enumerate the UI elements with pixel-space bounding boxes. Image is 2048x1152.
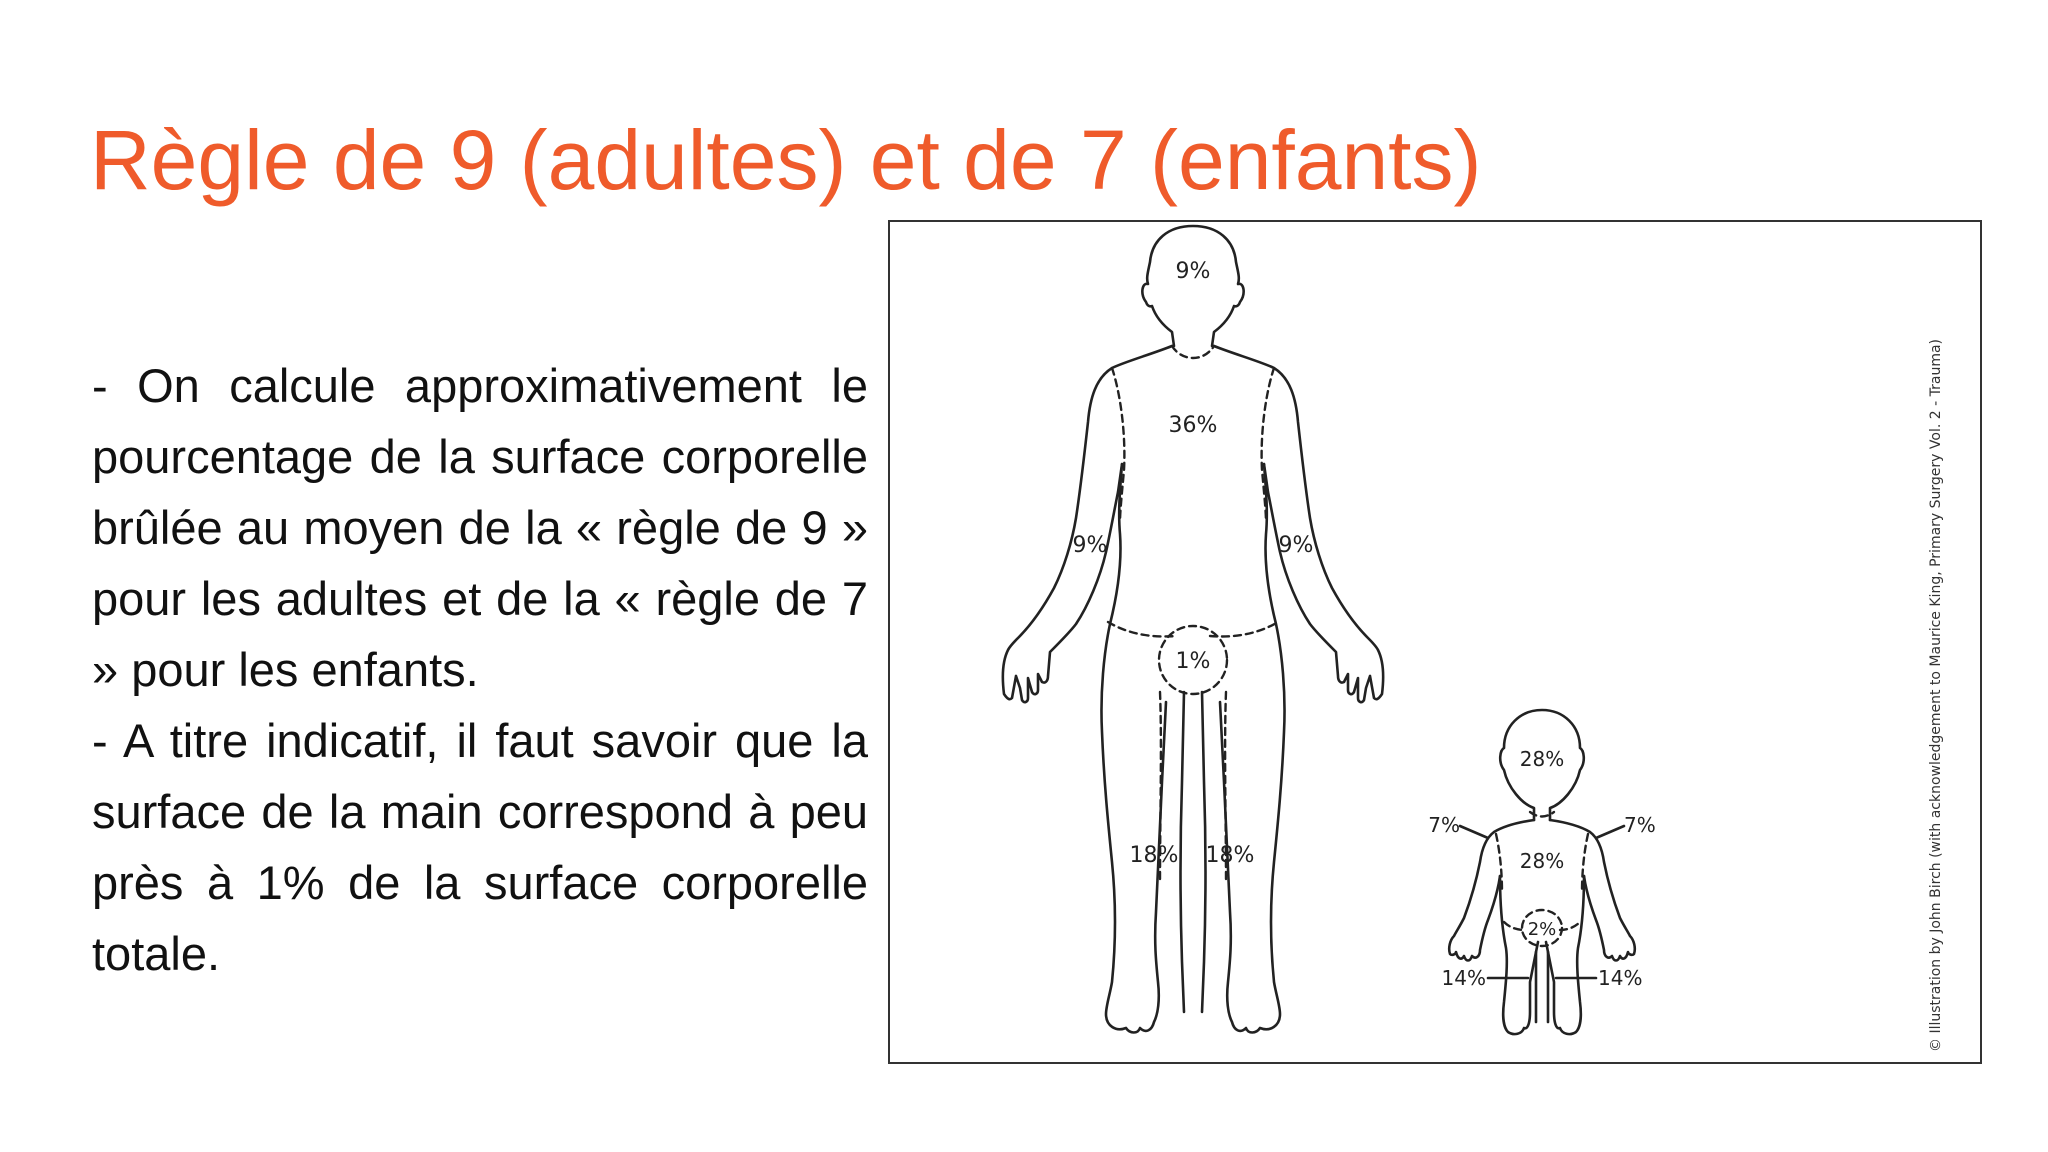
child-left-leg-label: 14% [1441,966,1486,990]
child-left-side-outline [1449,820,1534,961]
child-right-leg-label: 14% [1598,966,1643,990]
adult-figure [1003,226,1383,1033]
adult-left-leg-label: 18% [1129,843,1179,868]
slide-title: Règle de 9 (adultes) et de 7 (enfants) [90,113,1482,207]
paragraph-rule-of-nine: - On calcule approximativement le pourcentage de la surface corporelle brûlée au moyen de la « règle de 9 » pour les adultes et de la « règle de 7 » pour les enfants. [92,359,868,696]
adult-right-arm-boundary [1262,368,1274,522]
body-surface-svg [890,222,1984,1066]
adult-left-side-outline [1003,346,1172,702]
adult-neck-boundary [1172,346,1214,358]
child-left-arm-label: 7% [1428,813,1460,837]
child-right-side-outline [1550,820,1635,961]
adult-waist-boundary [1108,622,1278,636]
adult-right-arm-label: 9% [1278,533,1314,558]
child-inner-legs [1536,952,1548,1022]
body-text [92,350,868,989]
adult-genital-label: 1% [1175,649,1211,674]
body-surface-diagram [888,220,1982,1064]
adult-left-torso [1101,464,1166,1033]
adult-inner-legs [1181,692,1206,1012]
paragraph-hand-surface: - A titre indicatif, il faut savoir que la surface de la main correspond à peu près à 1% de la surface corporelle totale. [92,714,868,980]
adult-head-label: 9% [1175,259,1211,284]
child-left-torso [1500,876,1538,1034]
child-right-arm-leader [1596,826,1624,838]
adult-right-leg-label: 18% [1205,843,1255,868]
adult-head-outline [1142,226,1243,346]
child-left-arm-leader [1460,826,1488,838]
adult-left-arm-label: 9% [1072,533,1108,558]
illustration-credit: © Illustration by John Birch (with acknowledgement to Maurice King, Primary Surgery Vol. 2 - Trauma) [1928,338,1944,1052]
child-right-torso [1546,876,1584,1034]
child-figure [1428,710,1655,1034]
child-genital-label: 2% [1527,919,1557,940]
child-head-label: 28% [1519,747,1565,771]
adult-left-arm-boundary [1112,368,1124,522]
child-trunk-label: 28% [1519,849,1565,873]
adult-trunk-label: 36% [1168,413,1218,438]
adult-right-torso [1220,464,1285,1033]
adult-right-side-outline [1214,346,1383,702]
child-right-arm-label: 7% [1624,813,1656,837]
